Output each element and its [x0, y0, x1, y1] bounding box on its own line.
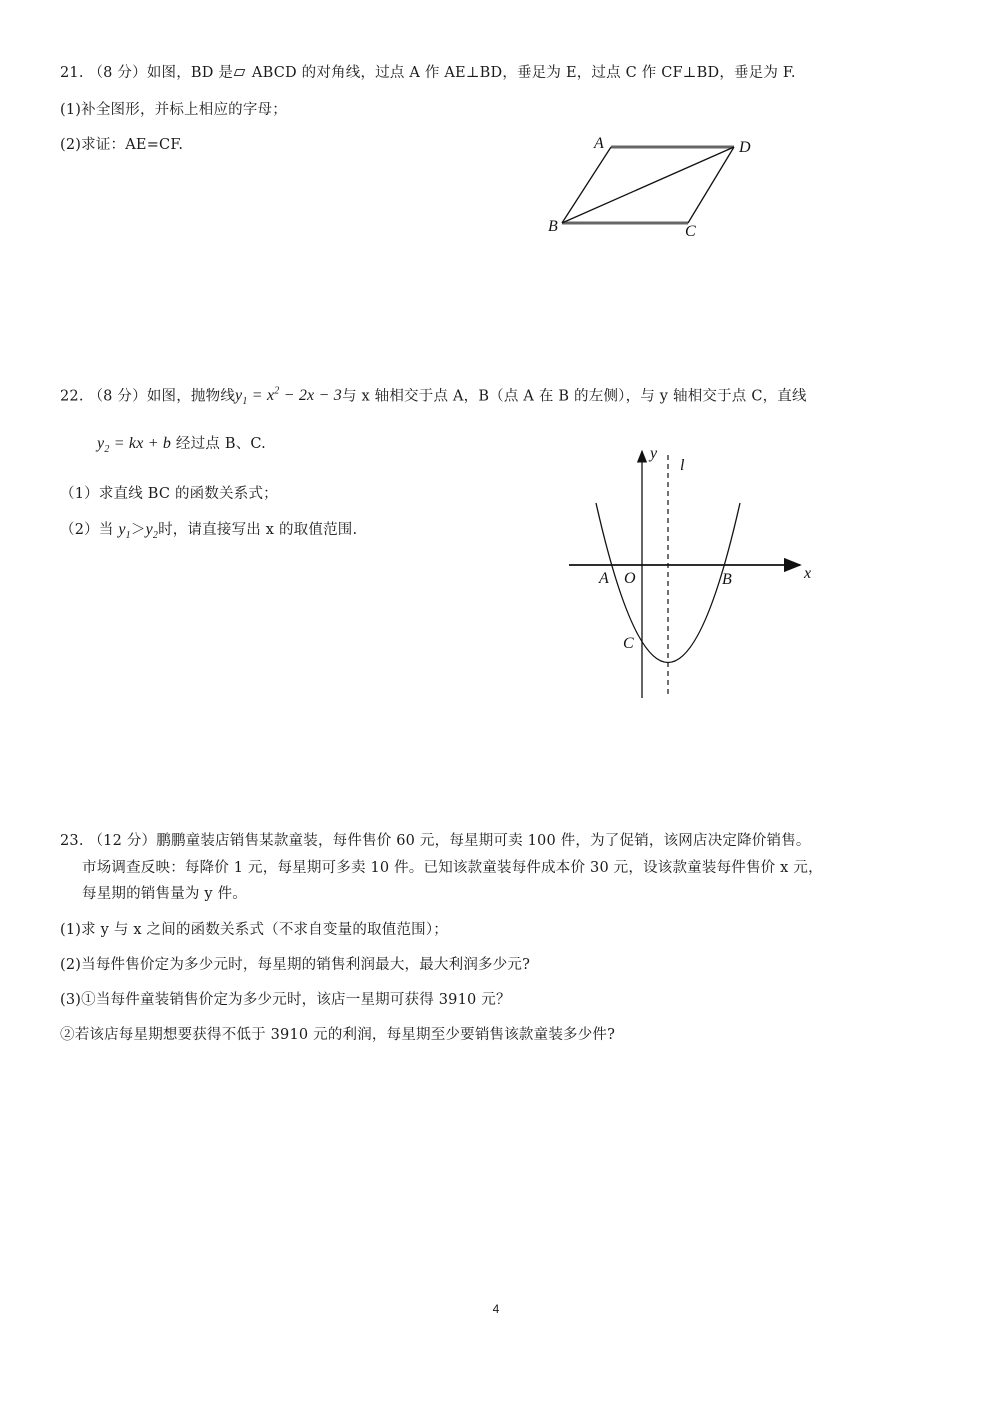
label-x: x [804, 565, 812, 582]
q21-part-2: (2)求证：AE=CF. [60, 137, 184, 153]
q23-part-3-2: ②若该店每星期想要获得不低于 3910 元的利润，每星期至少要销售该款童装多少件? [60, 1027, 616, 1043]
q21-number: 21. [60, 65, 84, 81]
label-l: l [680, 457, 685, 474]
q22-equation-1: $y_1 = x^2 - 2x - 3$ [235, 386, 342, 408]
page-number: 4 [492, 1302, 500, 1316]
q23-part-1: (1)求 y 与 x 之间的函数关系式（不求自变量的取值范围）； [60, 922, 448, 938]
q22-part-2: （2）当 $y_1>y_2$时，请直接写出 x 的取值范围. [60, 521, 358, 542]
q21-stem-a: 如图，BD 是 [146, 65, 234, 81]
q22-score: （8 分） [88, 388, 147, 405]
q23-number: 23. [60, 833, 84, 849]
q23-part-3-1: (3)①当每件童装销售价定为多少元时，该店一星期可获得 3910 元？ [60, 992, 511, 1008]
label-b: B [722, 571, 732, 588]
q22-stem-b: 与 x 轴相交于点 A，B（点 A 在 B 的左侧），与 y 轴相交于点 C，直线 [341, 388, 807, 405]
label-d: D [739, 139, 751, 156]
q23-score: （12 分） [88, 833, 157, 849]
label-a: A [594, 135, 604, 152]
q21-score: （8 分） [88, 65, 147, 81]
q22-stem-c: 经过点 B、C. [171, 436, 266, 452]
label-c: C [685, 223, 696, 240]
label-c: C [623, 635, 634, 652]
q22-number: 22. [60, 388, 84, 405]
q21-part-1: (1)补全图形，并标上相应的字母； [60, 102, 287, 118]
q23-stem-line-1: 23. （12 分）鹏鹏童装店销售某款童装，每件售价 60 元，每星期可卖 100 件，为了促销，该网店决定降价销售。 [60, 833, 811, 849]
q22-stem-a: 如图，抛物线 [146, 388, 236, 405]
label-o: O [624, 570, 636, 587]
q23-stem-line-2: 市场调查反映：每降价 1 元，每星期可多卖 10 件。已知该款童装每件成本价 30 元，设该款童装每件售价 x 元， [82, 860, 823, 876]
q21-stem-b: ABCD 的对角线，过点 A 作 AE⊥BD，垂足为 E，过点 C 作 CF⊥BD，垂足为 F. [247, 65, 796, 81]
q23-stem-line-3: 每星期的销售量为 y 件。 [82, 886, 248, 902]
q22-part-1: （1）求直线 BC 的函数关系式； [60, 486, 278, 502]
label-a: A [599, 570, 609, 587]
q22-equation-2: $y_2$ = kx + b [97, 435, 172, 456]
label-y: y [650, 445, 658, 462]
label-b: B [548, 218, 558, 235]
q23-part-2: (2)当每件售价定为多少元时，每星期的销售利润最大，最大利润多少元? [60, 957, 531, 973]
